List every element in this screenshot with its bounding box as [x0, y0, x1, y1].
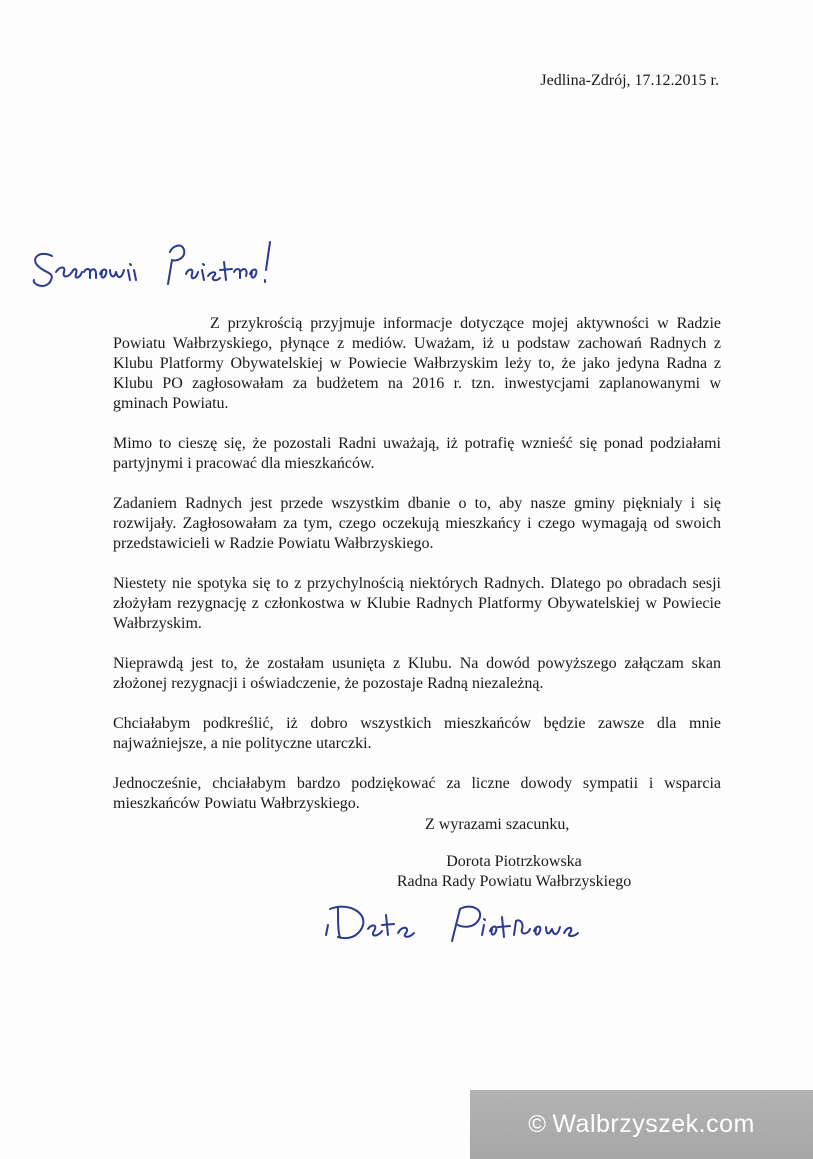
handwritten-signature — [320, 895, 580, 955]
watermark-text: Walbrzyszek.com — [552, 1110, 755, 1138]
paragraph-non-partisan: Mimo to cieszę się, że pozostali Radni uważają, iż potrafię wznieść się ponad podziałami partyjnymi i pracować dla mieszkańców. — [113, 435, 721, 472]
paragraph-not-removed: Nieprawdą jest to, że zostałam usunięta z Klubu. Na dowód powyższego załączam skan złożonej rezygnacji i oświadczenie, że pozostaje Radną niezależną. — [113, 655, 721, 692]
signer-name: Dorota Piotrzkowska — [446, 853, 582, 870]
paragraph-thanks: Jednocześnie, chciałabym bardzo podziękować za liczne dowody sympatii i wsparcia mieszkańców Powiatu Wałbrzyskiego. — [113, 775, 721, 812]
paragraph-priorities: Chciałabym podkreślić, iż dobro wszystkich mieszkańców będzie zawsze dla mnie najważniejsze, a nie polityczne utarczki. — [113, 715, 721, 752]
handwritten-salutation — [22, 222, 282, 302]
signature-handwriting-icon — [320, 895, 580, 955]
letter-date: Jedlina-Zdrój, 17.12.2015 r. — [540, 72, 719, 89]
signer-block — [388, 852, 640, 892]
salutation-handwriting-icon — [22, 222, 282, 302]
paragraph-duties: Zadaniem Radnych jest przede wszystkim dbanie o to, aby nasze gminy pięknialy i się rozwijały. Zagłosowałam za tym, czego oczekują mieszkańcy i czego wymagają od swoich przedstawicieli w Radzie Powiatu Wałbrzyskiego. — [113, 495, 721, 552]
paragraph-resignation: Niestety nie spotyka się to z przychylnością niektórych Radnych. Dlatego po obradach sesji złożyłam rezygnację z członkostwa w Klubie Radnych Platformy Obywatelskiej w Powiecie Wałbrzyskim. — [113, 575, 721, 632]
closing-phrase: Z wyrazami szacunku, — [425, 816, 570, 833]
site-watermark — [470, 1090, 813, 1159]
copyright-icon: © — [528, 1110, 547, 1138]
letter-body — [113, 314, 721, 834]
signer-title: Radna Rady Powiatu Wałbrzyskiego — [396, 873, 632, 890]
paragraph-intro: Z przykrością przyjmuje informacje dotyczące mojej aktywności w Radzie Powiatu Wałbrzyskiego, płynące z mediów. Uważam, iż u podstaw zachowań Radnych z Klubu Platformy Obywatelskiej w Powiecie Wałbrzyskim leży to, że jako jedyna Radna z Klubu PO zagłosowałam za budżetem na 2016 r. tzn. inwestycjami zaplanowanymi w gminach Powiatu. — [113, 315, 721, 412]
